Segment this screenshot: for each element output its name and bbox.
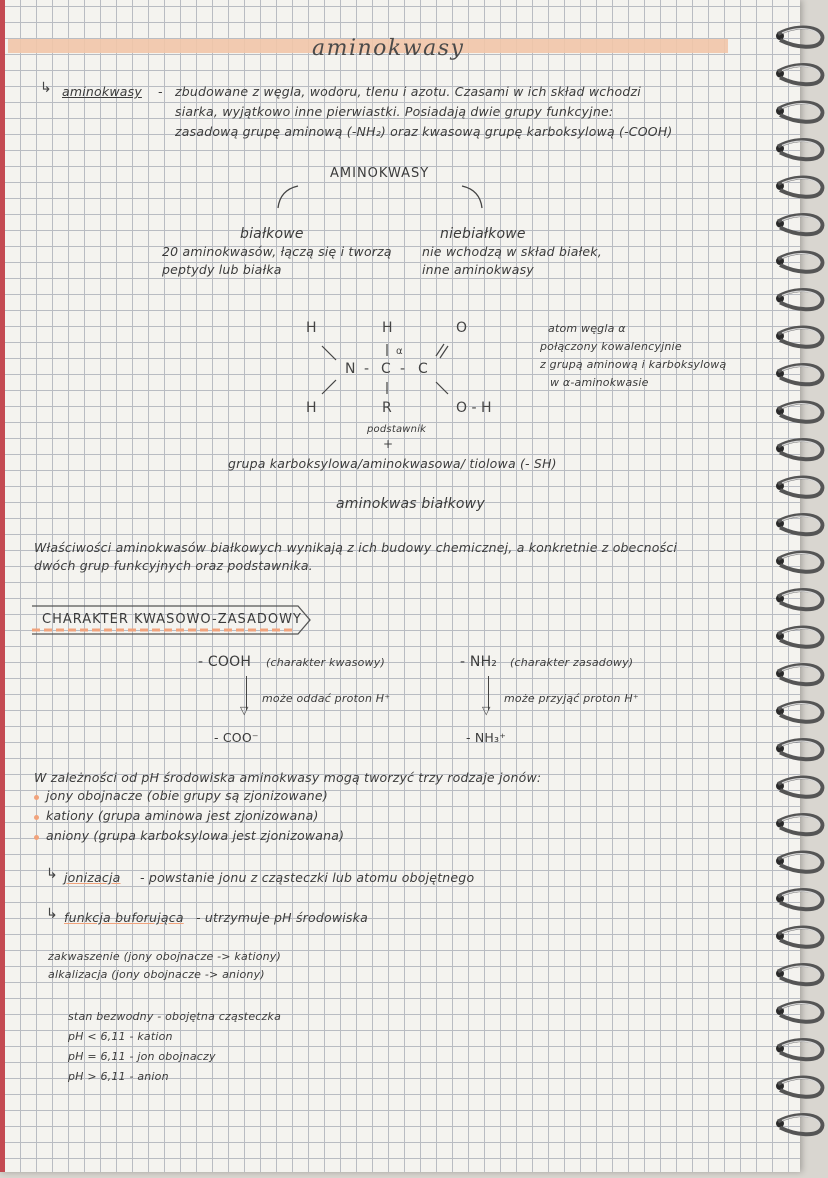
atom-c2: C xyxy=(418,361,428,377)
spiral-ring xyxy=(778,327,822,346)
alpha-note-line: atom węgla α xyxy=(548,322,626,335)
hydroxyl-group: O - H xyxy=(456,400,492,416)
definition-term: funkcja buforująca xyxy=(64,910,184,925)
atom-c1: C xyxy=(381,361,391,377)
intro-line: zasadową grupę aminową (-NH₂) oraz kwasową grupę karboksylową (-COOH) xyxy=(175,124,673,139)
acid-result: - COO⁻ xyxy=(214,730,259,745)
spiral-ring xyxy=(778,665,822,684)
intro-term: aminokwasy xyxy=(62,84,142,99)
spiral-ring xyxy=(778,1040,822,1059)
spiral-ring xyxy=(778,552,822,571)
spiral-ring xyxy=(778,590,822,609)
right-line: inne aminokwasy xyxy=(422,262,534,277)
spiral-ring xyxy=(778,440,822,459)
intro-line: zbudowane z węgla, wodoru, tlenu i azotu. Czasami w ich skład wchodzi xyxy=(175,84,641,99)
ph-state-line: pH = 6,11 - jon obojnaczy xyxy=(68,1050,216,1063)
spiral-ring xyxy=(778,702,822,721)
intro-line: siarka, wyjątkowo inne pierwiastki. Posiadają dwie grupy funkcyjne: xyxy=(175,104,614,119)
spiral-ring xyxy=(778,27,822,46)
structure-caption: aminokwas białkowy xyxy=(336,496,485,512)
base-action: może przyjąć proton H⁺ xyxy=(504,692,639,705)
page-title: aminokwasy xyxy=(312,36,465,61)
page-edge xyxy=(0,0,5,1172)
classification-heading: AMINOKWASY xyxy=(330,166,430,181)
definition-text: - utrzymuje pH środowiska xyxy=(196,910,368,925)
spiral-ring xyxy=(778,1077,822,1096)
atom-h3: H xyxy=(306,400,317,416)
ph-state-line: pH > 6,11 - anion xyxy=(68,1070,169,1083)
base-desc: (charakter zasadowy) xyxy=(510,656,634,669)
arrow-icon: ↳ xyxy=(46,906,58,922)
right-line: nie wchodzą w skład białek, xyxy=(422,244,602,259)
left-title: białkowe xyxy=(240,226,304,242)
bullet-icon xyxy=(34,815,39,820)
spiral-ring xyxy=(778,852,822,871)
bullet-icon xyxy=(34,835,39,840)
spiral-ring xyxy=(778,365,822,384)
spiral-ring xyxy=(778,927,822,946)
spiral-binding xyxy=(770,18,828,1168)
spiral-ring xyxy=(778,65,822,84)
spiral-ring xyxy=(778,777,822,796)
atom-n: N xyxy=(345,361,356,377)
alpha-note-line: połączony kowalencyjnie xyxy=(540,340,682,353)
spiral-ring xyxy=(778,1115,822,1134)
spiral-ring xyxy=(778,515,822,534)
base-result: - NH₃⁺ xyxy=(466,730,507,745)
base-group: - NH₂ xyxy=(460,654,498,670)
intro-dash: - xyxy=(158,84,163,99)
spiral-ring xyxy=(778,252,822,271)
atom-r: R xyxy=(382,400,392,416)
branch-right-icon xyxy=(458,182,488,212)
left-line: 20 aminokwasów, łączą się i tworzą xyxy=(162,244,392,259)
ions-lead: W zależności od pH środowiska aminokwasy mogą tworzyć trzy rodzaje jonów: xyxy=(34,770,542,785)
spiral-ring xyxy=(778,890,822,909)
ph-state-line: pH < 6,11 - kation xyxy=(68,1030,173,1043)
substituent-label: podstawnik xyxy=(367,424,427,435)
groups-line: grupa karboksylowa/aminokwasowa/ tiolowa (- SH) xyxy=(228,456,557,471)
ions-item: kationy (grupa aminowa jest zjonizowana) xyxy=(46,808,319,823)
left-line: peptydy lub białka xyxy=(162,262,282,277)
bond-dash: - xyxy=(364,361,370,377)
arrow-icon: ↳ xyxy=(46,866,58,882)
ph-state-line: stan bezwodny - obojętna cząsteczka xyxy=(68,1010,282,1023)
properties-line: dwóch grup funkcyjnych oraz podstawnika. xyxy=(34,558,313,573)
spiral-ring xyxy=(778,627,822,646)
arrow-down-icon: ▽ xyxy=(482,704,491,717)
spiral-ring xyxy=(778,290,822,309)
acid-group: - COOH xyxy=(198,654,252,670)
properties-line: Właściwości aminokwasów białkowych wynikają z ich budowy chemicznej, a konkretnie z obecności xyxy=(34,540,678,555)
arrow-icon: ↳ xyxy=(40,80,52,96)
banner-label: CHARAKTER KWASOWO-ZASADOWY xyxy=(42,612,302,627)
spiral-ring xyxy=(778,965,822,984)
acid-desc: (charakter kwasowy) xyxy=(266,656,385,669)
spiral-ring xyxy=(778,102,822,121)
spiral-ring xyxy=(778,215,822,234)
branch-left-icon xyxy=(272,182,302,212)
spiral-ring xyxy=(778,1002,822,1021)
ions-item: aniony (grupa karboksylowa jest zjonizowana) xyxy=(46,828,345,843)
spiral-ring xyxy=(778,402,822,421)
ions-item: jony obojnacze (obie grupy są zjonizowane) xyxy=(46,788,328,803)
atom-h1: H xyxy=(306,320,317,336)
atom-h2: H xyxy=(382,320,393,336)
acidification-line: zakwaszenie (jony obojnacze -> kationy) xyxy=(48,950,282,963)
alpha-note-line: w α-aminokwasie xyxy=(550,376,649,389)
spiral-ring xyxy=(778,140,822,159)
definition-term: jonizacja xyxy=(64,870,121,885)
acid-action: może oddać proton H⁺ xyxy=(262,692,391,705)
right-title: niebiałkowe xyxy=(440,226,526,242)
bullet-icon xyxy=(34,795,39,800)
spiral-ring xyxy=(778,177,822,196)
definition-text: - powstanie jonu z cząsteczki lub atomu obojętnego xyxy=(140,870,475,885)
atom-o1: O xyxy=(456,320,468,336)
bond-dash: - xyxy=(400,361,406,377)
structure-bonds xyxy=(300,330,500,410)
plus-sign: + xyxy=(383,437,394,451)
spiral-ring xyxy=(778,477,822,496)
arrow-down-icon: ▽ xyxy=(240,704,249,717)
alpha-label: α xyxy=(396,346,403,357)
acidification-line: alkalizacja (jony obojnacze -> aniony) xyxy=(48,968,265,981)
spiral-ring xyxy=(778,815,822,834)
alpha-note-line: z grupą aminową i karboksylową xyxy=(540,358,727,371)
spiral-ring xyxy=(778,740,822,759)
